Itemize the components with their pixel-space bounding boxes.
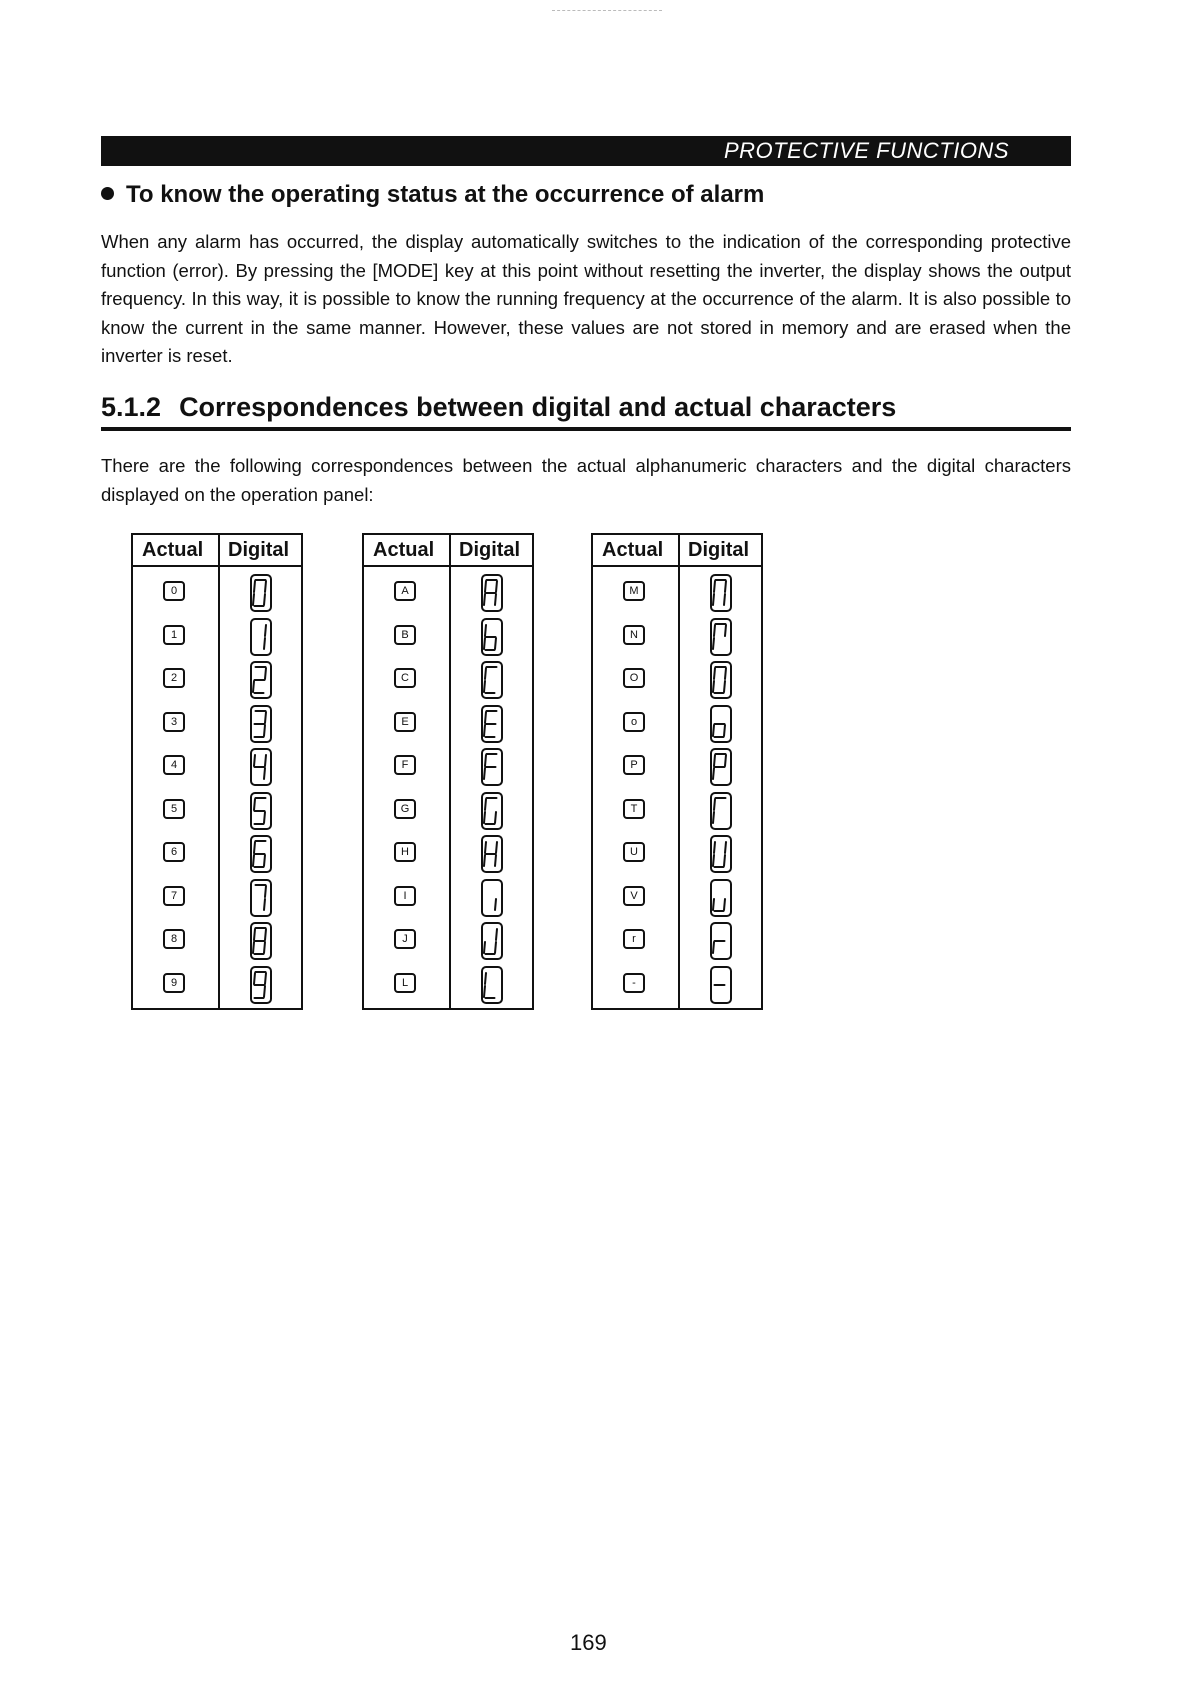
seven-segment-icon (712, 707, 734, 745)
digital-display (710, 792, 732, 830)
actual-key: J (394, 929, 416, 949)
header-title: PROTECTIVE FUNCTIONS (723, 138, 1009, 163)
actual-key: 8 (163, 929, 185, 949)
table-row (133, 658, 301, 701)
segment-f (714, 799, 715, 810)
seven-segment-icon (252, 794, 274, 832)
segment-f (714, 581, 715, 592)
segment-e (713, 768, 714, 779)
segment-e (713, 681, 714, 692)
segment-b (496, 581, 497, 592)
digital-display (250, 661, 272, 699)
table-header (133, 535, 301, 567)
seven-segment-icon (252, 881, 274, 919)
table-row (364, 702, 532, 745)
table-row (364, 789, 532, 832)
segment-c (264, 594, 265, 605)
table-row (593, 963, 761, 1006)
page-number: 169 (570, 1630, 607, 1655)
segment-c (724, 855, 725, 866)
segment-c (264, 812, 265, 823)
digital-display (710, 922, 732, 960)
scan-artifact (552, 10, 662, 12)
table-row (593, 919, 761, 962)
segment-b (265, 886, 266, 897)
seven-segment-icon (483, 881, 505, 919)
segment-e (253, 681, 254, 692)
segment-f (254, 581, 255, 592)
seven-segment-icon (483, 968, 505, 1006)
section-intro: There are the following correspondences between the actual alphanumeric characters and the digital characters displayed on the operation panel: (101, 455, 1071, 505)
segment-c (724, 681, 725, 692)
table-row (593, 832, 761, 875)
table-row (364, 615, 532, 658)
segment-c (495, 594, 496, 605)
segment-e (484, 594, 485, 605)
segment-e (713, 942, 714, 953)
table-row (364, 745, 532, 788)
actual-key: 7 (163, 886, 185, 906)
seven-segment-icon (252, 663, 274, 701)
table-row (593, 789, 761, 832)
actual-key: 9 (163, 973, 185, 993)
actual-key: 4 (163, 755, 185, 775)
table-header (364, 535, 532, 567)
segment-e (253, 942, 254, 953)
table-row (364, 571, 532, 614)
seven-segment-icon (712, 881, 734, 919)
char-table-3 (591, 533, 763, 1010)
segment-b (496, 929, 497, 940)
digital-display (481, 922, 503, 960)
segment-e (713, 899, 714, 910)
section-title: Correspondences between digital and actual characters (179, 392, 897, 422)
segment-b (725, 755, 726, 766)
segment-f (254, 799, 255, 810)
segment-f (485, 581, 486, 592)
table-row (133, 876, 301, 919)
segment-c (724, 899, 725, 910)
table-row (133, 745, 301, 788)
table-row (133, 963, 301, 1006)
actual-key: - (623, 973, 645, 993)
digital-display (481, 661, 503, 699)
segment-f (714, 668, 715, 679)
segment-c (724, 725, 725, 736)
actual-key: G (394, 799, 416, 819)
segment-c (264, 986, 265, 997)
digital-display (710, 618, 732, 656)
digital-display (250, 705, 272, 743)
segment-e (713, 594, 714, 605)
digital-display (481, 879, 503, 917)
seven-segment-icon (483, 750, 505, 788)
digital-display (250, 574, 272, 612)
digital-display (481, 618, 503, 656)
table-row (133, 919, 301, 962)
segment-f (485, 755, 486, 766)
seven-segment-icon (712, 620, 734, 658)
seven-segment-icon (712, 576, 734, 614)
col-actual: Actual (602, 539, 664, 561)
segment-b (725, 625, 726, 636)
segment-e (484, 986, 485, 997)
char-table-1 (131, 533, 303, 1010)
digital-display (481, 792, 503, 830)
digital-display (710, 661, 732, 699)
table-row (133, 789, 301, 832)
digital-display (250, 922, 272, 960)
actual-key: M (623, 581, 645, 601)
segment-c (264, 638, 265, 649)
segment-f (714, 842, 715, 853)
col-digital: Digital (228, 539, 290, 561)
digital-display (710, 966, 732, 1004)
segment-b (265, 929, 266, 940)
segment-e (484, 855, 485, 866)
running-header (101, 136, 1071, 166)
actual-key: O (623, 668, 645, 688)
digital-display (481, 835, 503, 873)
table-row (364, 963, 532, 1006)
col-actual: Actual (373, 539, 435, 561)
char-table-2 (362, 533, 534, 1010)
segment-e (484, 638, 485, 649)
segment-f (714, 625, 715, 636)
actual-key: H (394, 842, 416, 862)
segment-e (713, 812, 714, 823)
segment-f (254, 973, 255, 984)
segment-c (264, 855, 265, 866)
segment-b (725, 581, 726, 592)
digital-display (250, 879, 272, 917)
seven-segment-icon (252, 750, 274, 788)
seven-segment-icon (483, 620, 505, 658)
seven-segment-icon (252, 924, 274, 962)
alarm-paragraph: When any alarm has occurred, the display automatically switches to the indication of the corresponding protective function (error). By pressing the [MODE] key at this point without resetting the inverter, the display shows the output frequency. In this way, it is possible to know the running frequency at the occurrence of the alarm. It is also possible to know the current in the same manner. However, these values are not stored in memory and are erased when the inverter is reset. (101, 231, 1071, 366)
table-row (133, 832, 301, 875)
digital-display (481, 966, 503, 1004)
digital-display (250, 748, 272, 786)
table-row (364, 876, 532, 919)
actual-key: r (623, 929, 645, 949)
actual-key: E (394, 712, 416, 732)
seven-segment-icon (712, 794, 734, 832)
segment-c (264, 725, 265, 736)
segment-e (484, 812, 485, 823)
actual-key: 2 (163, 668, 185, 688)
segment-b (265, 755, 266, 766)
seven-segment-icon (252, 576, 274, 614)
seven-segment-icon (712, 663, 734, 701)
segment-f (485, 668, 486, 679)
table-row (593, 702, 761, 745)
segment-c (264, 768, 265, 779)
digital-display (481, 748, 503, 786)
digital-display (710, 748, 732, 786)
segment-b (496, 842, 497, 853)
segment-f (254, 755, 255, 766)
digital-display (250, 835, 272, 873)
col-actual: Actual (142, 539, 204, 561)
table-row (364, 919, 532, 962)
actual-key: 5 (163, 799, 185, 819)
segment-b (265, 581, 266, 592)
segment-b (265, 668, 266, 679)
alarm-heading (101, 181, 764, 209)
seven-segment-icon (712, 924, 734, 962)
actual-key: I (394, 886, 416, 906)
seven-segment-icon (483, 794, 505, 832)
digital-display (710, 879, 732, 917)
segment-c (264, 899, 265, 910)
segment-e (713, 725, 714, 736)
alarm-heading-text: To know the operating status at the occurrence of alarm (126, 181, 765, 208)
segment-c (495, 899, 496, 910)
actual-key: o (623, 712, 645, 732)
actual-key: V (623, 886, 645, 906)
seven-segment-icon (712, 837, 734, 875)
segment-e (484, 681, 485, 692)
segment-e (713, 638, 714, 649)
actual-key: 6 (163, 842, 185, 862)
segment-e (484, 768, 485, 779)
digital-display (481, 705, 503, 743)
actual-key: P (623, 755, 645, 775)
segment-f (254, 929, 255, 940)
seven-segment-icon (252, 837, 274, 875)
seven-segment-icon (483, 576, 505, 614)
bullet-icon (101, 187, 114, 200)
table-row (133, 702, 301, 745)
table-header (593, 535, 761, 567)
col-digital: Digital (688, 539, 750, 561)
seven-segment-icon (712, 750, 734, 788)
segment-b (265, 625, 266, 636)
digital-display (250, 966, 272, 1004)
segment-f (485, 842, 486, 853)
segment-f (485, 625, 486, 636)
actual-key: B (394, 625, 416, 645)
actual-key: U (623, 842, 645, 862)
seven-segment-icon (483, 837, 505, 875)
actual-key: 1 (163, 625, 185, 645)
digital-display (481, 574, 503, 612)
segment-c (264, 942, 265, 953)
table-row (593, 571, 761, 614)
seven-segment-icon (483, 707, 505, 745)
section-heading (101, 392, 1071, 431)
seven-segment-icon (712, 968, 734, 1006)
segment-e (484, 942, 485, 953)
segment-f (254, 842, 255, 853)
actual-key: A (394, 581, 416, 601)
digital-display (250, 792, 272, 830)
actual-key: C (394, 668, 416, 688)
segment-f (485, 973, 486, 984)
table-row (133, 571, 301, 614)
actual-key: 3 (163, 712, 185, 732)
table-row (593, 876, 761, 919)
segment-c (495, 638, 496, 649)
seven-segment-icon (252, 707, 274, 745)
table-row (593, 745, 761, 788)
segment-e (253, 855, 254, 866)
table-row (593, 615, 761, 658)
digital-display (710, 705, 732, 743)
digital-display (710, 574, 732, 612)
segment-f (714, 755, 715, 766)
segment-b (265, 712, 266, 723)
actual-key: N (623, 625, 645, 645)
table-row (133, 615, 301, 658)
section-number: 5.1.2 (101, 392, 162, 422)
table-row (593, 658, 761, 701)
actual-key: 0 (163, 581, 185, 601)
segment-e (484, 725, 485, 736)
segment-e (713, 855, 714, 866)
seven-segment-icon (252, 620, 274, 658)
actual-key: L (394, 973, 416, 993)
segment-f (485, 799, 486, 810)
segment-f (485, 712, 486, 723)
segment-b (265, 973, 266, 984)
seven-segment-icon (483, 924, 505, 962)
segment-c (495, 855, 496, 866)
table-row (364, 658, 532, 701)
actual-key: T (623, 799, 645, 819)
seven-segment-icon (252, 968, 274, 1006)
segment-c (495, 942, 496, 953)
segment-b (725, 668, 726, 679)
actual-key: F (394, 755, 416, 775)
segment-c (495, 812, 496, 823)
digital-display (250, 618, 272, 656)
col-digital: Digital (459, 539, 521, 561)
digital-display (710, 835, 732, 873)
segment-b (725, 842, 726, 853)
seven-segment-icon (483, 663, 505, 701)
segment-c (724, 594, 725, 605)
table-row (364, 832, 532, 875)
segment-e (253, 594, 254, 605)
